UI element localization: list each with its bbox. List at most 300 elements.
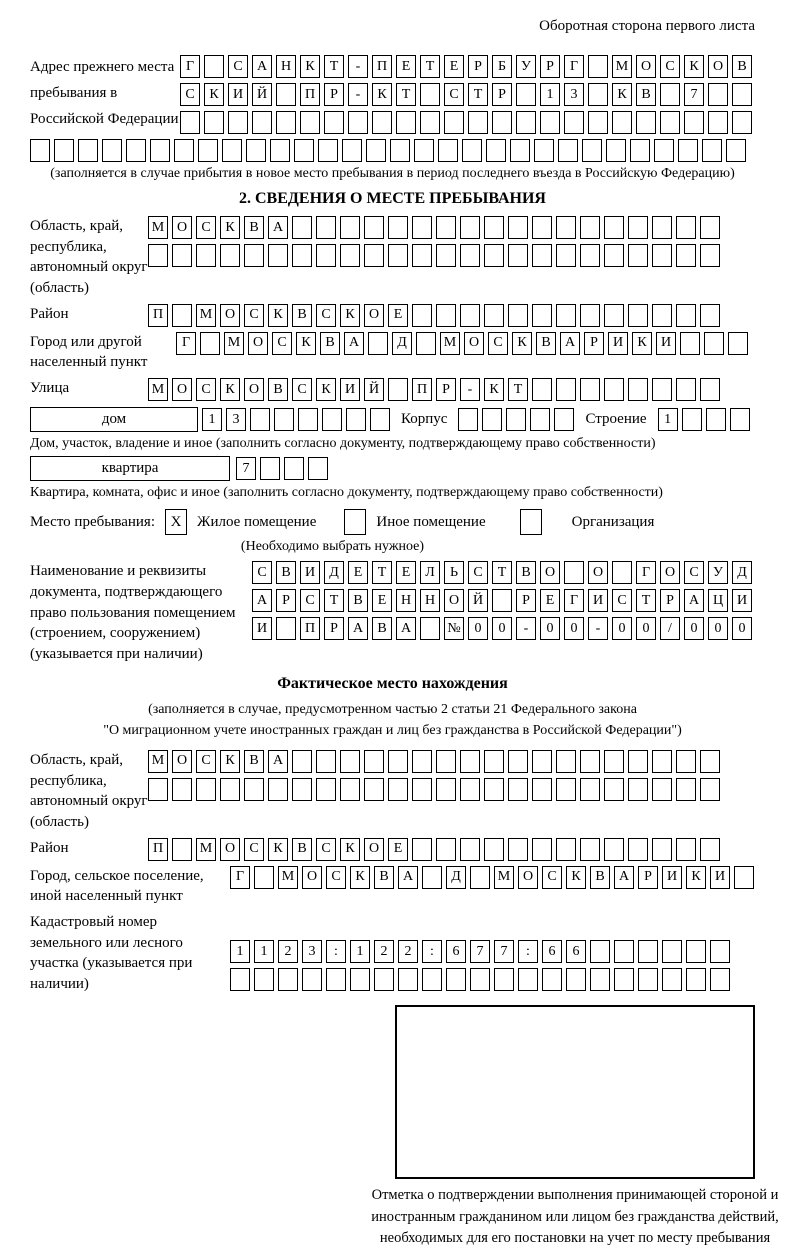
char-box[interactable] (652, 216, 672, 239)
char-box[interactable]: О (540, 561, 560, 584)
char-box[interactable] (30, 139, 50, 162)
char-box[interactable]: В (536, 332, 556, 355)
char-box[interactable] (510, 139, 530, 162)
char-box[interactable] (298, 408, 318, 431)
char-box[interactable]: Й (252, 83, 272, 106)
char-box[interactable] (54, 139, 74, 162)
char-box[interactable]: Т (636, 589, 656, 612)
char-box[interactable] (462, 139, 482, 162)
char-box[interactable]: К (484, 378, 504, 401)
char-box[interactable] (682, 408, 702, 431)
stroenie-cells[interactable] (658, 408, 750, 431)
char-box[interactable] (292, 216, 312, 239)
char-box[interactable]: И (732, 589, 752, 612)
char-box[interactable]: В (292, 304, 312, 327)
char-box[interactable] (532, 216, 552, 239)
char-box[interactable]: С (300, 589, 320, 612)
kvartira-cells[interactable] (236, 457, 328, 480)
char-box[interactable] (196, 244, 216, 267)
char-box[interactable]: Н (276, 55, 296, 78)
char-box[interactable] (220, 244, 240, 267)
char-box[interactable]: И (608, 332, 628, 355)
char-box[interactable] (460, 838, 480, 861)
char-box[interactable]: Т (324, 589, 344, 612)
char-box[interactable]: 7 (470, 940, 490, 963)
char-box[interactable] (412, 244, 432, 267)
fact-gorod-row[interactable] (230, 866, 754, 889)
fact-oblast-row-2[interactable] (148, 778, 720, 801)
char-box[interactable]: Д (446, 866, 466, 889)
char-box[interactable] (676, 778, 696, 801)
char-box[interactable] (680, 332, 700, 355)
char-box[interactable]: Г (564, 589, 584, 612)
char-box[interactable]: И (656, 332, 676, 355)
char-box[interactable] (316, 216, 336, 239)
char-box[interactable] (484, 216, 504, 239)
char-box[interactable] (460, 244, 480, 267)
char-box[interactable]: С (612, 589, 632, 612)
char-box[interactable] (222, 139, 242, 162)
char-box[interactable] (370, 408, 390, 431)
char-box[interactable] (556, 750, 576, 773)
prev-address-row-3[interactable] (180, 111, 752, 134)
char-box[interactable] (556, 216, 576, 239)
char-box[interactable]: В (636, 83, 656, 106)
char-box[interactable] (628, 304, 648, 327)
char-box[interactable]: Е (388, 304, 408, 327)
char-box[interactable]: Т (468, 83, 488, 106)
char-box[interactable] (652, 778, 672, 801)
char-box[interactable] (308, 457, 328, 480)
char-box[interactable] (530, 408, 550, 431)
char-box[interactable] (492, 111, 512, 134)
char-box[interactable] (246, 139, 266, 162)
char-box[interactable]: 0 (684, 617, 704, 640)
char-box[interactable]: Г (230, 866, 250, 889)
char-box[interactable] (532, 778, 552, 801)
char-box[interactable] (700, 750, 720, 773)
char-box[interactable]: : (422, 940, 442, 963)
char-box[interactable]: К (268, 838, 288, 861)
char-box[interactable] (292, 778, 312, 801)
char-box[interactable]: Б (492, 55, 512, 78)
char-box[interactable]: Р (660, 589, 680, 612)
char-box[interactable]: К (340, 304, 360, 327)
oblast-row-1[interactable] (148, 216, 720, 239)
char-box[interactable] (660, 111, 680, 134)
char-box[interactable] (702, 139, 722, 162)
char-box[interactable]: 6 (542, 940, 562, 963)
char-box[interactable] (292, 244, 312, 267)
char-box[interactable]: Р (436, 378, 456, 401)
char-box[interactable]: О (172, 378, 192, 401)
prev-address-row-4[interactable] (30, 139, 755, 162)
char-box[interactable]: К (204, 83, 224, 106)
char-box[interactable] (580, 778, 600, 801)
char-box[interactable] (388, 750, 408, 773)
char-box[interactable]: К (684, 55, 704, 78)
char-box[interactable] (518, 968, 538, 991)
char-box[interactable]: С (684, 561, 704, 584)
char-box[interactable] (508, 750, 528, 773)
char-box[interactable] (270, 139, 290, 162)
char-box[interactable]: К (512, 332, 532, 355)
char-box[interactable]: Д (732, 561, 752, 584)
char-box[interactable]: С (542, 866, 562, 889)
char-box[interactable]: И (300, 561, 320, 584)
char-box[interactable] (638, 940, 658, 963)
char-box[interactable] (150, 139, 170, 162)
char-box[interactable] (254, 866, 274, 889)
char-box[interactable] (588, 111, 608, 134)
char-box[interactable] (200, 332, 220, 355)
char-box[interactable]: О (248, 332, 268, 355)
char-box[interactable]: Л (420, 561, 440, 584)
char-box[interactable]: К (316, 378, 336, 401)
char-box[interactable] (638, 968, 658, 991)
char-box[interactable] (460, 778, 480, 801)
char-box[interactable]: 0 (732, 617, 752, 640)
char-box[interactable]: О (302, 866, 322, 889)
doc-row-3[interactable] (252, 617, 752, 640)
char-box[interactable]: 7 (236, 457, 256, 480)
char-box[interactable] (706, 408, 726, 431)
fact-kadastr-row-2[interactable] (230, 968, 730, 991)
char-box[interactable]: К (350, 866, 370, 889)
char-box[interactable]: - (516, 617, 536, 640)
char-box[interactable] (436, 304, 456, 327)
char-box[interactable]: К (612, 83, 632, 106)
char-box[interactable] (196, 778, 216, 801)
char-box[interactable] (484, 304, 504, 327)
char-box[interactable] (556, 378, 576, 401)
char-box[interactable] (172, 244, 192, 267)
char-box[interactable]: В (374, 866, 394, 889)
char-box[interactable]: Н (420, 589, 440, 612)
char-box[interactable] (436, 750, 456, 773)
char-box[interactable]: М (196, 838, 216, 861)
char-box[interactable] (148, 778, 168, 801)
char-box[interactable] (458, 408, 478, 431)
char-box[interactable] (252, 111, 272, 134)
char-box[interactable] (482, 408, 502, 431)
char-box[interactable] (446, 968, 466, 991)
char-box[interactable] (590, 968, 610, 991)
char-box[interactable] (412, 304, 432, 327)
char-box[interactable]: Р (276, 589, 296, 612)
char-box[interactable] (284, 457, 304, 480)
gorod-row[interactable] (176, 332, 748, 355)
doc-row-2[interactable] (252, 589, 752, 612)
char-box[interactable]: С (488, 332, 508, 355)
prev-address-row-2[interactable] (180, 83, 752, 106)
char-box[interactable] (556, 838, 576, 861)
char-box[interactable] (532, 838, 552, 861)
char-box[interactable] (612, 561, 632, 584)
char-box[interactable] (416, 332, 436, 355)
char-box[interactable]: Г (180, 55, 200, 78)
char-box[interactable] (628, 778, 648, 801)
char-box[interactable]: И (228, 83, 248, 106)
char-box[interactable] (444, 111, 464, 134)
char-box[interactable]: С (252, 561, 272, 584)
char-box[interactable]: М (148, 378, 168, 401)
char-box[interactable]: В (372, 617, 392, 640)
char-box[interactable]: Д (324, 561, 344, 584)
char-box[interactable] (340, 244, 360, 267)
char-box[interactable] (494, 968, 514, 991)
char-box[interactable] (726, 139, 746, 162)
char-box[interactable] (700, 244, 720, 267)
char-box[interactable] (628, 750, 648, 773)
char-box[interactable]: Р (516, 589, 536, 612)
char-box[interactable]: 1 (540, 83, 560, 106)
char-box[interactable] (534, 139, 554, 162)
char-box[interactable] (204, 55, 224, 78)
char-box[interactable] (652, 244, 672, 267)
char-box[interactable] (604, 216, 624, 239)
char-box[interactable] (198, 139, 218, 162)
char-box[interactable]: С (660, 55, 680, 78)
char-box[interactable] (732, 83, 752, 106)
char-box[interactable] (172, 778, 192, 801)
char-box[interactable] (244, 778, 264, 801)
char-box[interactable]: 6 (566, 940, 586, 963)
char-box[interactable] (700, 304, 720, 327)
char-box[interactable]: М (196, 304, 216, 327)
char-box[interactable] (324, 111, 344, 134)
char-box[interactable] (516, 111, 536, 134)
char-box[interactable] (604, 378, 624, 401)
char-box[interactable] (438, 139, 458, 162)
char-box[interactable] (580, 838, 600, 861)
char-box[interactable]: - (460, 378, 480, 401)
char-box[interactable]: В (276, 561, 296, 584)
char-box[interactable]: Т (492, 561, 512, 584)
char-box[interactable] (148, 244, 168, 267)
char-box[interactable]: В (268, 378, 288, 401)
char-box[interactable] (422, 968, 442, 991)
char-box[interactable] (628, 838, 648, 861)
char-box[interactable]: В (348, 589, 368, 612)
char-box[interactable] (604, 838, 624, 861)
char-box[interactable] (420, 617, 440, 640)
char-box[interactable] (470, 866, 490, 889)
char-box[interactable] (654, 139, 674, 162)
char-box[interactable] (316, 244, 336, 267)
char-box[interactable] (700, 216, 720, 239)
char-box[interactable] (580, 244, 600, 267)
char-box[interactable]: Ь (444, 561, 464, 584)
char-box[interactable] (292, 750, 312, 773)
char-box[interactable]: : (518, 940, 538, 963)
char-box[interactable] (412, 778, 432, 801)
char-box[interactable] (390, 139, 410, 162)
char-box[interactable] (580, 750, 600, 773)
doc-row-1[interactable] (252, 561, 752, 584)
char-box[interactable]: 2 (278, 940, 298, 963)
char-box[interactable]: 0 (540, 617, 560, 640)
char-box[interactable]: Р (324, 83, 344, 106)
char-box[interactable] (420, 111, 440, 134)
char-box[interactable]: Е (372, 589, 392, 612)
char-box[interactable] (508, 304, 528, 327)
char-box[interactable] (542, 968, 562, 991)
char-box[interactable] (260, 457, 280, 480)
char-box[interactable]: К (566, 866, 586, 889)
char-box[interactable] (412, 838, 432, 861)
char-box[interactable] (102, 139, 122, 162)
char-box[interactable]: О (172, 750, 192, 773)
char-box[interactable]: О (588, 561, 608, 584)
char-box[interactable]: К (340, 838, 360, 861)
char-box[interactable]: О (464, 332, 484, 355)
char-box[interactable] (484, 244, 504, 267)
char-box[interactable] (228, 111, 248, 134)
char-box[interactable] (710, 968, 730, 991)
char-box[interactable] (676, 304, 696, 327)
char-box[interactable]: В (590, 866, 610, 889)
char-box[interactable] (604, 750, 624, 773)
char-box[interactable] (368, 332, 388, 355)
char-box[interactable] (508, 244, 528, 267)
char-box[interactable]: Г (636, 561, 656, 584)
char-box[interactable] (484, 750, 504, 773)
char-box[interactable] (318, 139, 338, 162)
char-box[interactable]: Г (176, 332, 196, 355)
char-box[interactable] (652, 838, 672, 861)
char-box[interactable] (730, 408, 750, 431)
char-box[interactable]: С (228, 55, 248, 78)
char-box[interactable] (636, 111, 656, 134)
char-box[interactable] (172, 838, 192, 861)
char-box[interactable]: 7 (494, 940, 514, 963)
char-box[interactable]: Е (396, 561, 416, 584)
char-box[interactable] (708, 111, 728, 134)
char-box[interactable] (652, 750, 672, 773)
char-box[interactable] (460, 304, 480, 327)
rayon-row[interactable] (148, 304, 720, 327)
char-box[interactable] (700, 838, 720, 861)
char-box[interactable] (676, 244, 696, 267)
char-box[interactable] (322, 408, 342, 431)
char-box[interactable] (556, 304, 576, 327)
char-box[interactable] (180, 111, 200, 134)
char-box[interactable]: О (220, 304, 240, 327)
char-box[interactable] (604, 244, 624, 267)
char-box[interactable]: С (244, 304, 264, 327)
char-box[interactable] (556, 244, 576, 267)
char-box[interactable] (614, 968, 634, 991)
char-box[interactable] (340, 750, 360, 773)
char-box[interactable] (78, 139, 98, 162)
char-box[interactable] (662, 940, 682, 963)
char-box[interactable]: 1 (230, 940, 250, 963)
char-box[interactable] (230, 968, 250, 991)
char-box[interactable]: Н (396, 589, 416, 612)
char-box[interactable] (436, 838, 456, 861)
char-box[interactable]: Т (324, 55, 344, 78)
char-box[interactable] (540, 111, 560, 134)
char-box[interactable]: И (252, 617, 272, 640)
char-box[interactable]: Р (638, 866, 658, 889)
char-box[interactable]: С (196, 378, 216, 401)
char-box[interactable] (276, 111, 296, 134)
char-box[interactable] (508, 778, 528, 801)
char-box[interactable]: Ц (708, 589, 728, 612)
char-box[interactable]: Е (348, 561, 368, 584)
char-box[interactable] (660, 83, 680, 106)
char-box[interactable]: А (252, 589, 272, 612)
char-box[interactable] (364, 750, 384, 773)
char-box[interactable]: О (660, 561, 680, 584)
char-box[interactable]: А (268, 750, 288, 773)
char-box[interactable] (604, 778, 624, 801)
oblast-row-2[interactable] (148, 244, 720, 267)
char-box[interactable]: П (148, 838, 168, 861)
char-box[interactable]: С (326, 866, 346, 889)
char-box[interactable]: Т (508, 378, 528, 401)
char-box[interactable] (388, 216, 408, 239)
char-box[interactable] (652, 304, 672, 327)
char-box[interactable]: М (148, 750, 168, 773)
char-box[interactable] (676, 378, 696, 401)
char-box[interactable]: 0 (468, 617, 488, 640)
char-box[interactable]: О (444, 589, 464, 612)
char-box[interactable]: С (180, 83, 200, 106)
char-box[interactable] (588, 55, 608, 78)
char-box[interactable] (628, 244, 648, 267)
char-box[interactable] (276, 83, 296, 106)
char-box[interactable] (590, 940, 610, 963)
char-box[interactable]: Е (444, 55, 464, 78)
kvartira-type-box[interactable]: квартира (30, 456, 230, 481)
fact-kadastr-row-1[interactable] (230, 940, 730, 963)
char-box[interactable] (558, 139, 578, 162)
char-box[interactable]: И (662, 866, 682, 889)
dom-cells[interactable] (202, 408, 390, 431)
char-box[interactable] (564, 111, 584, 134)
char-box[interactable]: А (560, 332, 580, 355)
char-box[interactable]: В (320, 332, 340, 355)
char-box[interactable] (486, 139, 506, 162)
char-box[interactable] (316, 750, 336, 773)
char-box[interactable]: П (372, 55, 392, 78)
char-box[interactable]: К (632, 332, 652, 355)
char-box[interactable]: С (468, 561, 488, 584)
char-box[interactable] (436, 244, 456, 267)
char-box[interactable] (436, 778, 456, 801)
char-box[interactable] (460, 216, 480, 239)
char-box[interactable]: О (220, 838, 240, 861)
char-box[interactable] (340, 778, 360, 801)
korpus-cells[interactable] (458, 408, 574, 431)
char-box[interactable] (484, 838, 504, 861)
char-box[interactable] (532, 378, 552, 401)
inoe-checkbox[interactable] (344, 509, 366, 535)
char-box[interactable] (580, 304, 600, 327)
char-box[interactable] (678, 139, 698, 162)
char-box[interactable]: / (660, 617, 680, 640)
char-box[interactable] (364, 216, 384, 239)
char-box[interactable] (412, 750, 432, 773)
char-box[interactable]: В (516, 561, 536, 584)
char-box[interactable]: М (224, 332, 244, 355)
char-box[interactable]: 6 (446, 940, 466, 963)
char-box[interactable]: К (300, 55, 320, 78)
char-box[interactable]: 3 (564, 83, 584, 106)
char-box[interactable] (396, 111, 416, 134)
